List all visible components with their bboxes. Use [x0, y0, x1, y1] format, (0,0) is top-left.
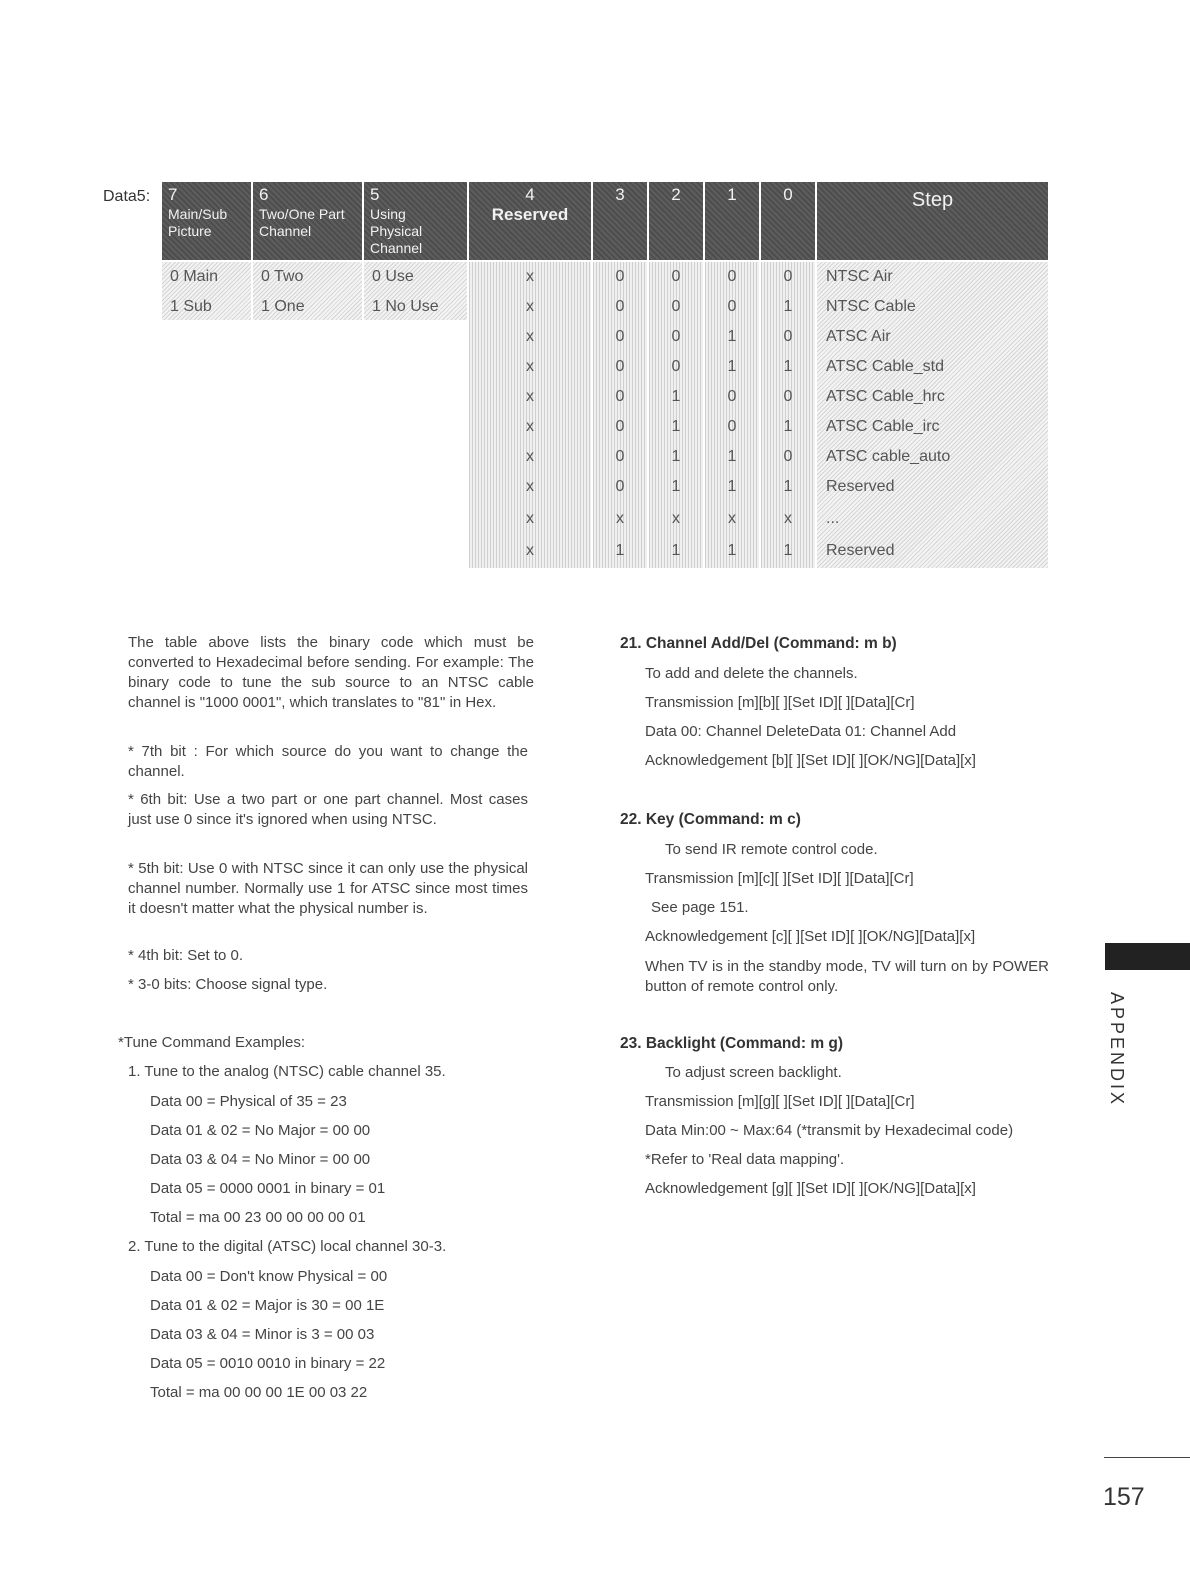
header-bit-7-num: 7	[168, 185, 178, 204]
cell-bit2: 1	[671, 478, 681, 495]
cell-step: ATSC Cable_std	[826, 358, 944, 375]
cell-main: 0 Main	[170, 268, 219, 285]
cell-step: ATSC Cable_irc	[826, 418, 940, 435]
cell-no-use: 1 No Use	[372, 298, 439, 315]
example-2-line: Data 05 = 0010 0010 in binary = 22	[150, 1355, 386, 1372]
section-21-ack: Acknowledgement [b][ ][Set ID][ ][OK/NG][Data][x]	[645, 752, 976, 769]
cell-bit2: 0	[671, 298, 681, 315]
cell-bit4: x	[526, 268, 534, 285]
section-21-title: 21. Channel Add/Del (Command: m b)	[620, 635, 897, 652]
header-bit-5-num: 5	[370, 185, 380, 204]
cell-use: 0 Use	[372, 268, 414, 285]
header-bit-6-name: Two/One Part Channel	[259, 206, 345, 239]
header-bit-2	[649, 182, 703, 260]
cell-step: Reserved	[826, 542, 895, 559]
cell-bit4: x	[526, 448, 534, 465]
cell-bit1: 1	[727, 478, 737, 495]
cell-bit3: x	[616, 510, 624, 527]
example-1-line: Data 05 = 0000 0001 in binary = 01	[150, 1180, 386, 1197]
header-bit-7	[162, 182, 251, 260]
cell-step: ...	[826, 510, 840, 527]
header-bit-0	[761, 182, 815, 260]
cell-step: NTSC Air	[826, 268, 893, 285]
section-22-transmission: Transmission [m][c][ ][Set ID][ ][Data][Cr]	[645, 870, 914, 887]
examples-title: *Tune Command Examples:	[118, 1034, 306, 1051]
appendix-tab-bar	[1105, 943, 1190, 970]
section-22-ack: Acknowledgement [c][ ][Set ID][ ][OK/NG][Data][x]	[645, 928, 976, 945]
cell-bit2: 1	[671, 388, 681, 405]
cell-bit0: 1	[783, 478, 793, 495]
cell-bit4: x	[526, 478, 534, 495]
page-number: 157	[1103, 1483, 1145, 1511]
cell-bit1: 0	[727, 388, 737, 405]
cell-sub: 1 Sub	[170, 298, 212, 315]
cell-bit4: x	[526, 328, 534, 345]
cell-bit4: x	[526, 510, 534, 527]
header-bit-3	[593, 182, 647, 260]
cell-bit2: 1	[671, 542, 681, 559]
header-bit-6-num: 6	[259, 185, 269, 204]
header-step-name: Step	[911, 189, 954, 211]
cell-bit3: 0	[615, 388, 625, 405]
cell-bit2: 0	[671, 358, 681, 375]
cell-bit1: 0	[727, 268, 737, 285]
header-bit-7-name: Main/Sub Picture	[168, 206, 228, 239]
cell-bit3: 0	[615, 448, 625, 465]
cell-bit0: 1	[783, 358, 793, 375]
header-bit-1-num: 1	[727, 185, 737, 204]
bullet-4th-bit: * 4th bit: Set to 0.	[128, 947, 244, 964]
data5-label: Data5:	[103, 188, 151, 205]
section-21-transmission: Transmission [m][b][ ][Set ID][ ][Data][Cr]	[645, 694, 915, 711]
cell-bit0: 0	[783, 448, 793, 465]
cell-bit2: 0	[671, 328, 681, 345]
cell-bit0: 0	[783, 328, 793, 345]
cell-bit4: x	[526, 298, 534, 315]
example-1-title: 1. Tune to the analog (NTSC) cable channel 35.	[128, 1063, 446, 1080]
cell-bit0: 0	[783, 268, 793, 285]
cell-bit4: x	[526, 358, 534, 375]
section-21-data: Data 00: Channel DeleteData 01: Channel Add	[645, 723, 957, 740]
cell-bit3: 0	[615, 298, 625, 315]
section-23-desc: To adjust screen backlight.	[665, 1064, 842, 1081]
cell-one: 1 One	[261, 298, 305, 315]
cell-bit1: 1	[727, 328, 737, 345]
page-number-divider	[1104, 1457, 1190, 1458]
example-1-line: Data 00 = Physical of 35 = 23	[150, 1093, 347, 1110]
header-bit-4	[469, 182, 591, 260]
example-2-line: Data 00 = Don't know Physical = 00	[150, 1268, 388, 1285]
section-23-ack: Acknowledgement [g][ ][Set ID][ ][OK/NG][Data][x]	[645, 1180, 976, 1197]
cell-bit3: 0	[615, 418, 625, 435]
cell-step: ATSC Air	[826, 328, 891, 345]
header-bit-0-num: 0	[783, 185, 793, 204]
cell-bit1: 0	[727, 418, 737, 435]
header-bit-1	[705, 182, 759, 260]
example-2-line: Data 01 & 02 = Major is 30 = 00 1E	[150, 1297, 385, 1314]
section-23-transmission: Transmission [m][g][ ][Set ID][ ][Data][Cr]	[645, 1093, 915, 1110]
cell-step: ATSC cable_auto	[826, 448, 951, 465]
section-21-desc: To add and delete the channels.	[645, 665, 858, 682]
section-22-see: See page 151.	[651, 899, 749, 916]
example-2-title: 2. Tune to the digital (ATSC) local channel 30-3.	[128, 1238, 447, 1255]
header-bit-6	[253, 182, 362, 260]
header-bit-4-num: 4	[525, 185, 535, 204]
cell-bit4: x	[526, 542, 534, 559]
cell-bit1: x	[728, 510, 736, 527]
intro-paragraph: The table above lists the binary code which must be converted to Hexadecimal before sending. For example: The binary code to tune the sub source to an NTSC cable channel is "1000 0001", which translates to "81" in Hex.	[128, 634, 534, 711]
header-bit-4-name: Reserved	[491, 205, 569, 224]
bullet-6th-bit: * 6th bit: Use a two part or one part channel. Most cases just use 0 since it's ignored when using NTSC.	[128, 791, 528, 828]
cell-bit3: 0	[615, 328, 625, 345]
example-2-line: Total = ma 00 00 00 1E 00 03 22	[150, 1384, 368, 1401]
section-22-note: When TV is in the standby mode, TV will turn on by POWER button of remote control only.	[645, 958, 1049, 995]
cell-bit3: 0	[615, 478, 625, 495]
bullet-7th-bit: * 7th bit : For which source do you want to change the channel.	[128, 743, 528, 780]
cell-bit0: 1	[783, 298, 793, 315]
cell-bit1: 0	[727, 298, 737, 315]
cell-bit3: 1	[615, 542, 625, 559]
appendix-label: APPENDIX	[1107, 992, 1127, 1108]
cell-bit0: 1	[783, 542, 793, 559]
header-bit-3-num: 3	[615, 185, 625, 204]
example-1-line: Data 01 & 02 = No Major = 00 00	[150, 1122, 371, 1139]
header-bit-5	[364, 182, 467, 260]
header-bit-2-num: 2	[671, 185, 681, 204]
cell-bit1: 1	[727, 448, 737, 465]
cell-bit1: 1	[727, 542, 737, 559]
section-22-title: 22. Key (Command: m c)	[620, 811, 801, 828]
cell-step: ATSC Cable_hrc	[826, 388, 945, 405]
cell-bit4: x	[526, 418, 534, 435]
cell-bit4: x	[526, 388, 534, 405]
cell-bit2: 0	[671, 268, 681, 285]
cell-bit0: 0	[783, 388, 793, 405]
header-step	[817, 182, 1048, 260]
section-23-refer: *Refer to 'Real data mapping'.	[645, 1151, 845, 1168]
example-1-line: Data 03 & 04 = No Minor = 00 00	[150, 1151, 371, 1168]
bullet-5th-bit: * 5th bit: Use 0 with NTSC since it can only use the physical channel number. Normally use 1 for ATSC since most times it doesn't matter what the physical number is.	[128, 860, 528, 917]
cell-bit1: 1	[727, 358, 737, 375]
cell-bit2: 1	[671, 418, 681, 435]
example-1-line: Total = ma 00 23 00 00 00 00 01	[150, 1209, 366, 1226]
cell-bit0: x	[784, 510, 792, 527]
section-23-data: Data Min:00 ~ Max:64 (*transmit by Hexadecimal code)	[645, 1122, 1014, 1139]
section-22-desc: To send IR remote control code.	[665, 841, 878, 858]
cell-two: 0 Two	[261, 268, 304, 285]
cell-bit0: 1	[783, 418, 793, 435]
section-23-title: 23. Backlight (Command: m g)	[620, 1035, 844, 1052]
header-bit-5-name: Using Physical Channel	[370, 206, 423, 256]
cell-bit2: x	[672, 510, 680, 527]
cell-bit2: 1	[671, 448, 681, 465]
cell-bit3: 0	[615, 268, 625, 285]
example-2-line: Data 03 & 04 = Minor is 3 = 00 03	[150, 1326, 375, 1343]
cell-bit3: 0	[615, 358, 625, 375]
bullet-3-0-bits: * 3-0 bits: Choose signal type.	[128, 976, 328, 993]
cell-step: Reserved	[826, 478, 895, 495]
cell-step: NTSC Cable	[826, 298, 916, 315]
